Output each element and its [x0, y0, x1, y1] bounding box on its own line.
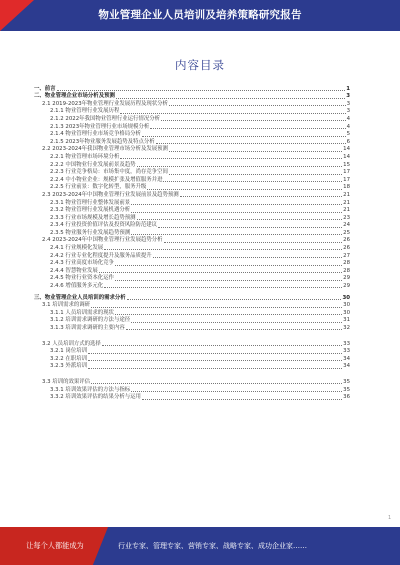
toc-entry-page: 3 — [346, 100, 350, 107]
toc-entry[interactable] — [34, 267, 350, 275]
toc-entry[interactable] — [34, 275, 350, 283]
toc-entry-label: 2.2.1 物业管理市场环境分析 — [50, 153, 120, 160]
toc-leader-dots — [142, 136, 346, 137]
toc-entry[interactable] — [34, 100, 350, 108]
toc-entry-page: 30 — [343, 309, 350, 316]
toc-leader-dots — [91, 383, 342, 384]
toc-leader-dots — [169, 105, 346, 106]
toc-entry-page: 3 — [346, 108, 350, 115]
toc-leader-dots — [169, 151, 342, 152]
toc-leader-dots — [131, 204, 342, 205]
toc-entry[interactable] — [34, 244, 350, 252]
toc-entry-label: 2.2.3 行业竞争格局：市场集中度，尚存竞争空间 — [50, 169, 168, 176]
footer-tagline: 行业专家、管理专家、营销专家、战略专家、成功企业家…… — [118, 542, 307, 550]
toc-leader-dots — [158, 227, 342, 228]
toc-entry[interactable] — [34, 85, 350, 93]
page-marker: 1 — [388, 515, 392, 521]
page-footer — [0, 527, 400, 565]
toc-entry-page: 34 — [343, 363, 350, 370]
toc-entry-label: 2.3.1 物业管理行业整体发展前景 — [50, 199, 131, 206]
toc-entry[interactable] — [34, 184, 350, 192]
toc-entry[interactable] — [34, 115, 350, 123]
toc-leader-dots — [88, 353, 342, 354]
toc-entry-label: 3.3.2 培训效果评估的结果分析与运用 — [50, 394, 141, 401]
toc-entry-label: 3.3.1 培训效果评估的方法与指标 — [50, 386, 131, 393]
page-header — [0, 0, 400, 31]
toc-entry-page: 4 — [346, 115, 350, 122]
toc-entry-page: 15 — [343, 161, 350, 168]
toc-entry[interactable] — [34, 108, 350, 116]
toc-leader-dots — [180, 196, 342, 197]
toc-entry[interactable] — [34, 340, 350, 348]
toc-leader-dots — [131, 234, 342, 235]
toc-entry-label: 3.2 人员培训方式的选择 — [42, 340, 101, 347]
toc-entry[interactable] — [34, 146, 350, 154]
toc-leader-dots — [104, 249, 342, 250]
toc-entry[interactable] — [34, 161, 350, 169]
toc-entry-label: 2.1.3 2023年物业管理行业市场规模分析 — [50, 123, 150, 130]
toc-leader-dots — [120, 113, 345, 114]
toc-entry-page: 25 — [343, 229, 350, 236]
toc-entry-label: 2.3.3 行业市场规模及增长趋势预测 — [50, 214, 136, 221]
toc-leader-dots — [137, 166, 343, 167]
toc-entry-page: 23 — [343, 214, 350, 221]
toc-entry-label: 3.2.1 岗位培训 — [50, 348, 87, 355]
toc-entry-label: 2.2.2 中国物业行业发展前景及趋势 — [50, 161, 136, 168]
toc-leader-dots — [131, 322, 342, 323]
toc-entry-page: 27 — [343, 252, 350, 259]
toc-entry-label: 2.1.5 2023年物业服务发展趋势及特点分析 — [50, 138, 155, 145]
toc-entry-label: 2.4.1 行业规模化发展 — [50, 245, 104, 252]
toc-entry-page: 30 — [343, 302, 350, 309]
toc-leader-dots — [115, 265, 342, 266]
toc-entry-label: 2.2 2023-2024年我国物业管理市场分析及发展预测 — [42, 146, 168, 153]
toc-entry-label: 2.3.2 物业管理行业发展机遇分析 — [50, 207, 131, 214]
toc-leader-dots — [116, 98, 345, 99]
toc-entry-label: 3.1 培训需求的调研 — [42, 302, 91, 309]
toc-entry-label: 2.4 2023-2024年中国物业管理行业发展趋势分析 — [42, 237, 163, 244]
toc-entry[interactable] — [34, 131, 350, 139]
footer-slogan: 让每个人都能成为 — [26, 541, 84, 550]
toc-entry-label: 3.1.3 培训需求调研的主要内容 — [50, 325, 125, 331]
toc-entry[interactable] — [34, 260, 350, 268]
toc-leader-dots — [88, 360, 342, 361]
table-of-contents — [34, 85, 350, 401]
toc-entry-label: 2.4.4 智慧物业发展 — [50, 267, 98, 274]
toc-entry-page: 21 — [343, 191, 350, 198]
toc-entry-label: 3.2.3 外派培训 — [50, 363, 87, 370]
toc-entry[interactable] — [34, 324, 350, 332]
toc-entry[interactable] — [34, 123, 350, 131]
toc-entry-page: 33 — [343, 348, 350, 355]
toc-entry-page: 18 — [343, 184, 350, 191]
toc-entry-label: 2.1.4 物业管理行业市场竞争格局分析 — [50, 131, 141, 138]
toc-entry-label: 3.1.2 培训需求调研的方法与途径 — [50, 317, 131, 324]
toc-entry-page: 14 — [343, 146, 350, 153]
toc-leader-dots — [131, 391, 342, 392]
toc-entry-label: 2.3 2023-2024年中国物业管理行业发展前景及趋势预测 — [42, 191, 179, 198]
toc-leader-dots — [88, 368, 342, 369]
toc-entry-page: 17 — [343, 169, 350, 176]
toc-entry-label: 3.3 培训的效果评估 — [42, 378, 91, 385]
toc-entry-label: 三、物业管理企业人员培训的需求分析 — [34, 294, 126, 301]
toc-entry-label: 2.4.2 行业专业化程度提升及服务品质提升 — [50, 252, 152, 259]
toc-entry[interactable] — [34, 93, 350, 101]
toc-entry[interactable] — [34, 355, 350, 363]
toc-entry-label: 3.2.2 在职培训 — [50, 355, 87, 362]
toc-entry-page: 26 — [343, 245, 350, 252]
toc-leader-dots — [91, 307, 342, 308]
toc-entry[interactable] — [34, 237, 350, 245]
toc-entry[interactable] — [34, 191, 350, 199]
toc-entry-label: 2.3.4 行业投资价值评估及投资风险防范建议 — [50, 222, 158, 229]
toc-entry-page: 5 — [346, 131, 350, 138]
toc-entry[interactable] — [34, 302, 350, 310]
toc-entry-page: 4 — [346, 123, 350, 130]
toc-entry-page: 28 — [343, 260, 350, 267]
toc-entry-label: 二、物业管理企业市场分析及预测 — [34, 93, 115, 100]
toc-entry-page: 14 — [343, 153, 350, 160]
toc-leader-dots — [150, 128, 345, 129]
toc-leader-dots — [156, 143, 346, 144]
toc-leader-dots — [115, 280, 342, 281]
toc-entry[interactable] — [34, 317, 350, 325]
toc-entry[interactable] — [34, 309, 350, 317]
toc-leader-dots — [115, 314, 342, 315]
toc-entry-page: 29 — [343, 275, 350, 282]
toc-entry[interactable] — [34, 394, 350, 402]
toc-leader-dots — [131, 212, 342, 213]
toc-entry-page: 6 — [346, 138, 350, 145]
toc-leader-dots — [164, 242, 343, 243]
toc-entry-page: 32 — [343, 325, 350, 331]
toc-leader-dots — [120, 158, 342, 159]
toc-entry-label: 2.1.2 2022年我国物业管理行业运行情况分析 — [50, 115, 161, 122]
toc-entry-page: 17 — [343, 176, 350, 183]
toc-entry[interactable] — [34, 138, 350, 146]
toc-leader-dots — [127, 299, 342, 300]
toc-entry[interactable] — [34, 214, 350, 222]
toc-leader-dots — [147, 189, 342, 190]
toc-entry-page: 21 — [343, 207, 350, 214]
toc-entry[interactable] — [34, 386, 350, 394]
toc-entry[interactable] — [34, 378, 350, 386]
report-title: 物业管理企业人员培训及培养策略研究报告 — [98, 9, 302, 21]
toc-entry-page: 24 — [343, 222, 350, 229]
toc-leader-dots — [102, 345, 342, 346]
toc-entry[interactable] — [34, 176, 350, 184]
toc-leader-dots — [99, 272, 342, 273]
toc-entry-label: 2.4.6 增值服务多元化 — [50, 283, 104, 290]
toc-entry-label: 2.1.1 物业管理行业发展历程 — [50, 108, 120, 115]
toc-entry-label: 2.3.5 物业服务行业发展趋势预测 — [50, 229, 131, 236]
toc-entry-page: 36 — [343, 394, 350, 401]
toc-entry[interactable] — [34, 199, 350, 207]
toc-entry[interactable] — [34, 363, 350, 371]
toc-entry[interactable] — [34, 282, 350, 290]
toc-entry[interactable] — [34, 207, 350, 215]
toc-leader-dots — [169, 174, 342, 175]
toc-leader-dots — [163, 181, 342, 182]
toc-entry-page: 34 — [343, 355, 350, 362]
toc-entry-page: 29 — [343, 283, 350, 290]
toc-entry[interactable] — [34, 348, 350, 356]
toc-entry-page: 30 — [342, 294, 350, 301]
toc-leader-dots — [153, 257, 342, 258]
toc-entry-page: 21 — [343, 199, 350, 206]
toc-leader-dots — [104, 287, 342, 288]
toc-entry-label: 2.2.5 行业前景：数字化转型，服务升级 — [50, 184, 147, 191]
toc-entry-page: 28 — [343, 267, 350, 274]
toc-entry-label: 2.1 2019-2023年物业管理行业发展历程及现状分析 — [42, 100, 168, 107]
toc-entry-label: 2.2.4 中小物业企业：规模扩张及增值服务并进 — [50, 176, 163, 183]
toc-entry[interactable] — [34, 229, 350, 237]
toc-entry[interactable] — [34, 252, 350, 260]
toc-entry[interactable] — [34, 153, 350, 161]
toc-leader-dots — [142, 399, 342, 400]
toc-entry-page: 31 — [343, 317, 350, 324]
toc-entry-page: 35 — [343, 378, 350, 385]
toc-entry-page: 26 — [343, 237, 350, 244]
toc-leader-dots — [57, 90, 346, 91]
toc-entry[interactable] — [34, 294, 350, 302]
toc-leader-dots — [126, 329, 342, 330]
toc-leader-dots — [137, 219, 343, 220]
toc-entry-page: 3 — [346, 93, 350, 100]
toc-entry-label: 一、前言 — [34, 85, 56, 92]
toc-entry[interactable] — [34, 222, 350, 230]
toc-entry-label: 3.1.1 人员培训需求的现状 — [50, 309, 114, 316]
toc-entry-page: 1 — [346, 85, 350, 92]
toc-entry-label: 2.4.3 行业高度市场化竞争 — [50, 260, 114, 267]
toc-entry-page: 33 — [343, 340, 350, 347]
toc-entry-label: 2.4.5 物业行业资本化运作 — [50, 275, 114, 282]
toc-leader-dots — [161, 120, 346, 121]
toc-entry-page: 35 — [343, 386, 350, 393]
toc-entry[interactable] — [34, 169, 350, 177]
toc-heading: 内容目录 — [175, 58, 225, 72]
